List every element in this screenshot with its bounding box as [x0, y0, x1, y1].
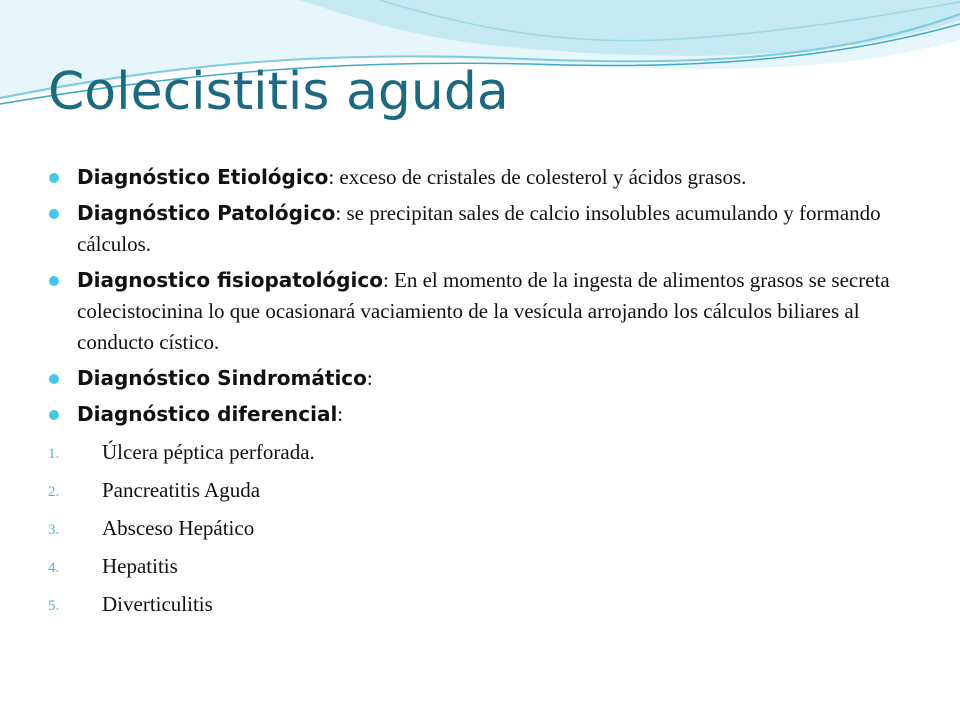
item-number: 2.: [48, 484, 60, 500]
bullet-dot-icon: [49, 410, 59, 420]
bullet-term: Diagnóstico Sindromático: [77, 366, 367, 390]
bullet-list: [48, 162, 908, 430]
numbered-item: [48, 474, 908, 512]
bullet-dot-icon: [49, 374, 59, 384]
slide-content: [48, 162, 908, 626]
bullet-text: : se precipitan sales de calcio insolubles acumulando y formando cálculos.: [77, 201, 881, 256]
bullet-dot-icon: [49, 276, 59, 286]
bullet-term: Diagnóstico diferencial: [77, 402, 338, 426]
bullet-dot-icon: [49, 209, 59, 219]
bullet-text: :: [337, 402, 344, 426]
bullet-term: Diagnóstico Patológico: [77, 201, 336, 225]
bullet-text: : En el momento de la ingesta de alimentos grasos se secreta colecistocinina lo que ocasionará vaciamiento de la vesícula arrojando los cálculos biliares al conducto cístico.: [77, 268, 890, 354]
slide-title: Colecistitis aguda: [48, 62, 509, 122]
item-number: 5.: [48, 598, 60, 614]
bullet-text: : exceso de cristales de colesterol y ácidos grasos.: [328, 165, 747, 189]
numbered-list: [48, 436, 908, 626]
bullet-item: [48, 399, 908, 430]
item-text: Diverticulitis: [102, 592, 213, 616]
bullet-term: Diagnostico fisiopatológico: [77, 268, 383, 292]
bullet-text: :: [366, 366, 373, 390]
bullet-item: [48, 265, 908, 358]
item-text: Hepatitis: [102, 554, 178, 578]
item-number: 3.: [48, 522, 60, 538]
item-text: Absceso Hepático: [102, 516, 255, 540]
numbered-item: [48, 588, 908, 626]
bullet-item: [48, 162, 908, 193]
numbered-item: [48, 436, 908, 474]
numbered-item: [48, 512, 908, 550]
item-text: Pancreatitis Aguda: [102, 478, 261, 502]
numbered-item: [48, 550, 908, 588]
bullet-term: Diagnóstico Etiológico: [77, 165, 329, 189]
bullet-item: [48, 363, 908, 394]
bullet-dot-icon: [49, 173, 59, 183]
item-text: Úlcera péptica perforada.: [102, 440, 315, 464]
item-number: 1.: [48, 446, 60, 462]
item-number: 4.: [48, 560, 60, 576]
bullet-item: [48, 198, 908, 260]
